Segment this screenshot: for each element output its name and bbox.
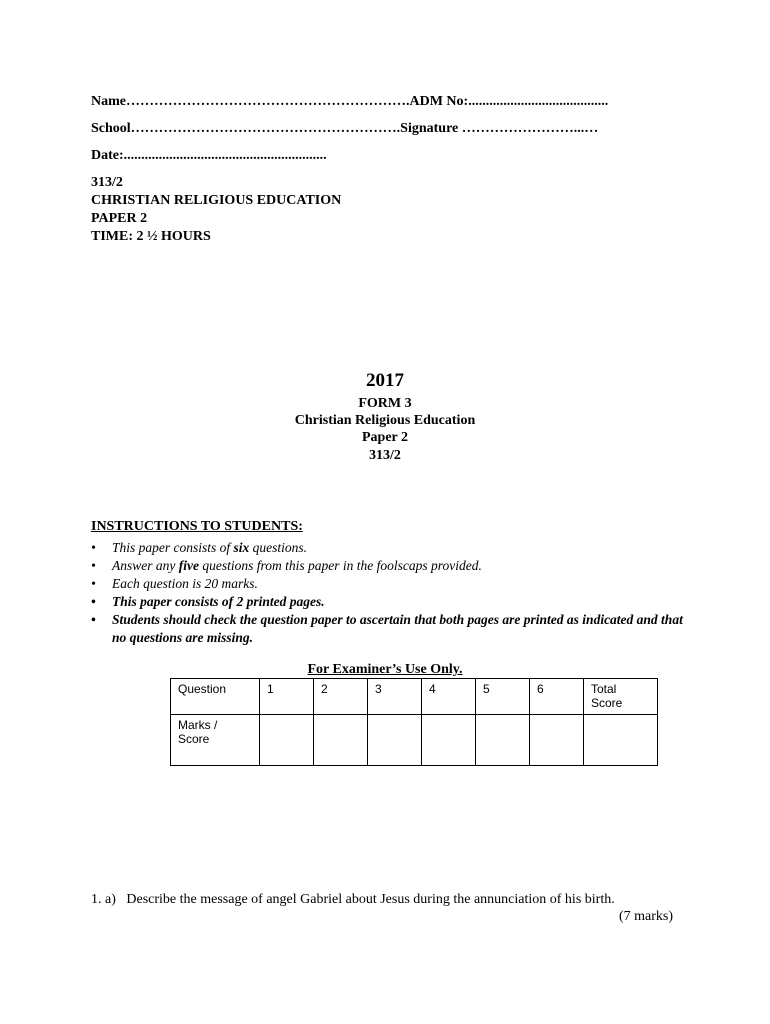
form-level: FORM 3	[358, 396, 412, 411]
marks-cell	[314, 715, 368, 766]
question-number-cell: 3	[368, 679, 422, 715]
course-name: Christian Religious Education	[294, 413, 476, 428]
paper-number: PAPER 2	[91, 211, 148, 226]
instruction-item: • This paper consists of six questions.	[91, 539, 691, 557]
question-number: 1. a)	[91, 892, 116, 907]
paper-code-center: 313/2	[369, 448, 401, 463]
examiner-score-table	[170, 678, 658, 766]
school-signature-line: School………………………………………………….Signature ……………………...…	[91, 121, 599, 136]
marks-cell	[530, 715, 584, 766]
marks-cell	[476, 715, 530, 766]
question-label-cell: Question	[171, 679, 260, 715]
marks-label-cell: Marks / Score	[171, 715, 260, 766]
question-number-cell: 5	[476, 679, 530, 715]
question-number-cell: 2	[314, 679, 368, 715]
instruction-item: • Answer any five questions from this paper in the foolscaps provided.	[91, 557, 691, 575]
instructions-list	[91, 539, 691, 647]
table-row	[171, 715, 658, 766]
name-adm-line: Name…………………………………………………….ADM No:........................................	[91, 94, 609, 109]
examiner-table-caption: For Examiner’s Use Only.	[307, 662, 463, 677]
instruction-item: • This paper consists of 2 printed pages.	[91, 593, 691, 611]
question-text: Describe the message of angel Gabriel about Jesus during the annunciation of his birth.	[126, 892, 615, 907]
marks-cell	[422, 715, 476, 766]
question-marks: (7 marks)	[618, 909, 673, 924]
total-score-header-cell: Total Score	[584, 679, 658, 715]
question-number-cell: 6	[530, 679, 584, 715]
question-number-cell: 4	[422, 679, 476, 715]
exam-year: 2017	[366, 370, 404, 391]
question-number-cell: 1	[260, 679, 314, 715]
marks-cell	[260, 715, 314, 766]
total-marks-cell	[584, 715, 658, 766]
exam-duration: TIME: 2 ½ HOURS	[91, 229, 211, 244]
instructions-heading: INSTRUCTIONS TO STUDENTS:	[91, 519, 303, 534]
paper-code: 313/2	[91, 175, 123, 190]
question-1	[91, 892, 615, 908]
table-row	[171, 679, 658, 715]
instruction-item: • Students should check the question paper to ascertain that both pages are printed as indicated and that no questions are missing.	[91, 611, 691, 647]
subject-title: CHRISTIAN RELIGIOUS EDUCATION	[91, 193, 342, 208]
instruction-item: • Each question is 20 marks.	[91, 575, 691, 593]
marks-cell	[368, 715, 422, 766]
date-line: Date:..........................................................	[91, 148, 327, 163]
paper-label: Paper 2	[361, 430, 408, 445]
